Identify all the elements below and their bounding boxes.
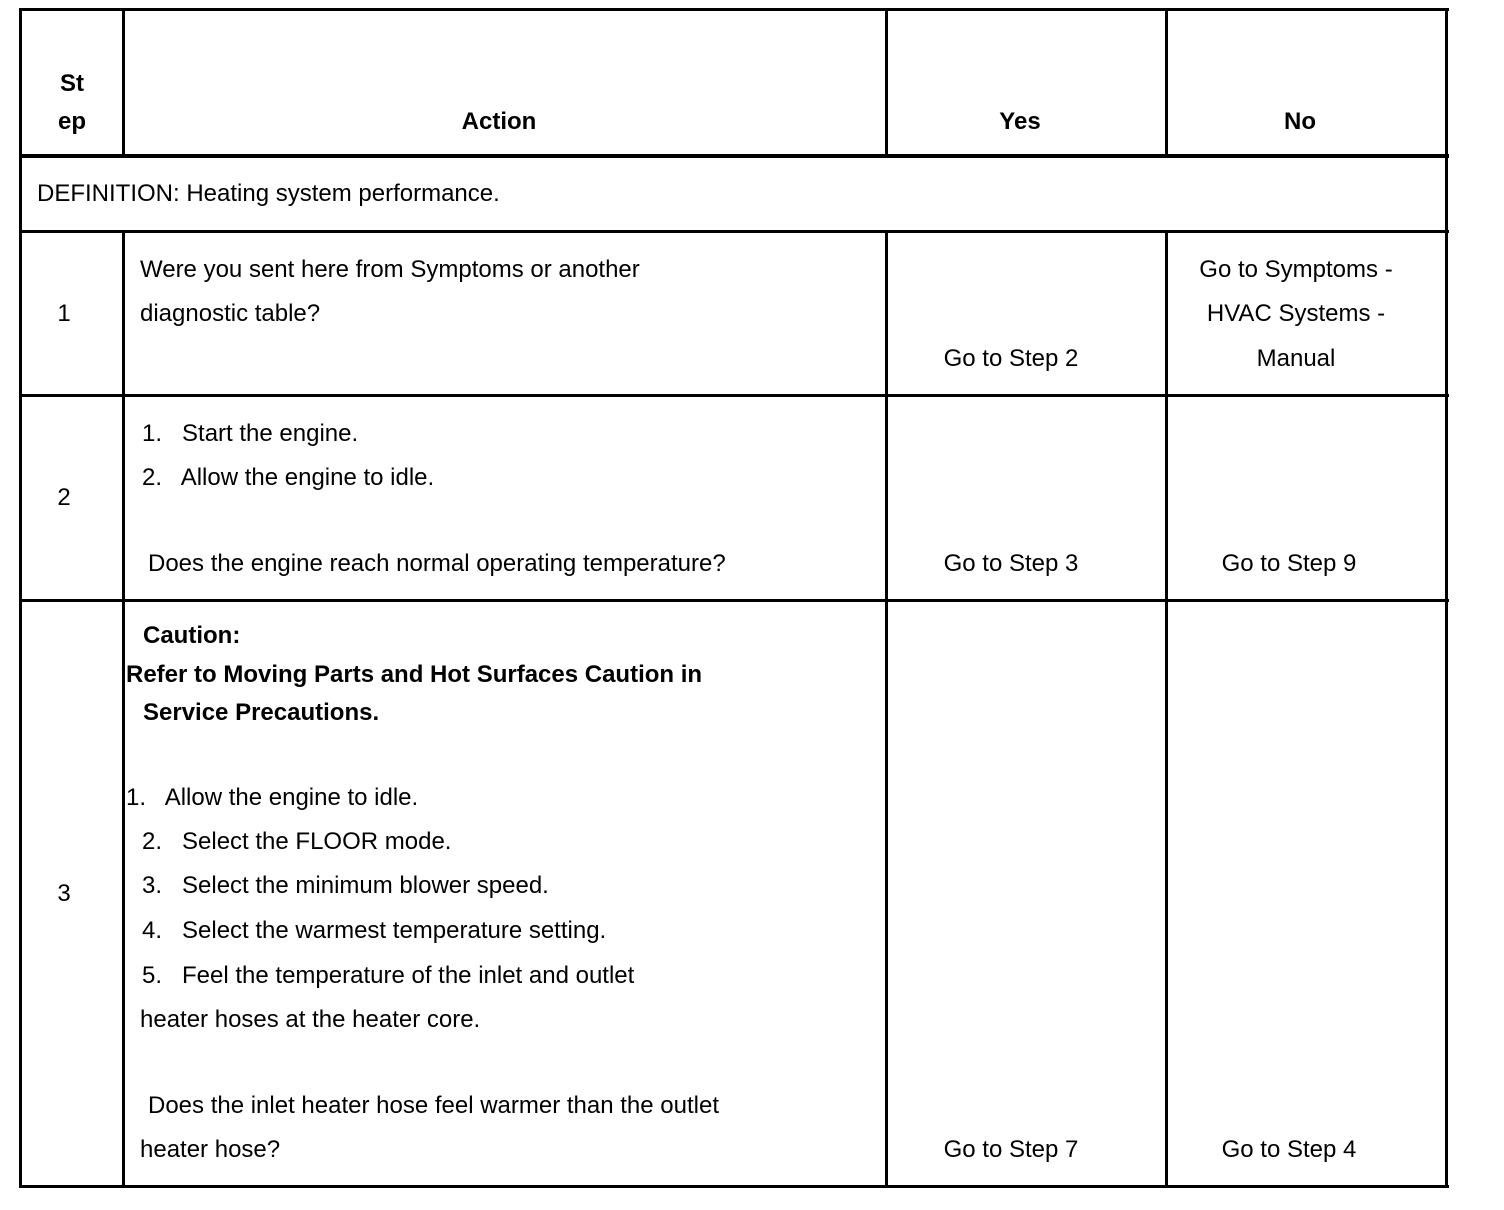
- table-border-left: [19, 8, 22, 1188]
- table-border-bottom: [19, 1185, 1449, 1188]
- row1-step: 1: [57, 300, 71, 327]
- table-border-row2-bottom: [19, 599, 1449, 602]
- row3-no: Go to Step 4: [1221, 1136, 1357, 1163]
- row2-action-question: Does the engine reach normal operating temperature?: [148, 550, 726, 577]
- row2-yes: Go to Step 3: [943, 550, 1079, 577]
- table-border-top: [19, 8, 1449, 11]
- row3-action-question-line2: heater hose?: [140, 1136, 281, 1163]
- table-border-row1-bottom: [19, 394, 1449, 397]
- row3-action-item3: 3. Select the minimum blower speed.: [142, 872, 549, 899]
- row3-action-item5-cont: heater hoses at the heater core.: [140, 1006, 481, 1033]
- row3-caution-line1: Refer to Moving Parts and Hot Surfaces Caution in: [126, 661, 703, 688]
- row1-action-line1: Were you sent here from Symptoms or another: [140, 256, 640, 283]
- row3-action-item2: 2. Select the FLOOR mode.: [142, 828, 452, 855]
- row2-action-item1: 1. Start the engine.: [142, 420, 359, 447]
- row3-caution-title: Caution:: [143, 622, 241, 649]
- row1-yes: Go to Step 2: [943, 345, 1079, 372]
- header-yes: Yes: [999, 108, 1041, 135]
- row3-action-item5: 5. Feel the temperature of the inlet and outlet: [142, 962, 635, 989]
- row3-step: 3: [57, 880, 71, 907]
- table-border-definition-bottom: [19, 230, 1449, 233]
- row3-action-item1: 1. Allow the engine to idle.: [126, 784, 419, 811]
- col-divider-action-body: [885, 230, 888, 1188]
- row3-yes: Go to Step 7: [943, 1136, 1079, 1163]
- header-action: Action: [461, 108, 537, 135]
- header-step-line2: ep: [57, 108, 86, 135]
- definition-text: DEFINITION: Heating system performance.: [37, 180, 500, 207]
- row3-action-question-line1: Does the inlet heater hose feel warmer than the outlet: [148, 1092, 720, 1119]
- row1-no-line3: Manual: [1256, 345, 1336, 372]
- header-step-line1: St: [60, 70, 84, 97]
- table-border-header-bottom: [19, 154, 1449, 158]
- table-border-right: [1445, 8, 1448, 1188]
- row1-no-line1: Go to Symptoms -: [1199, 256, 1393, 283]
- row3-action-item4: 4. Select the warmest temperature setting.: [142, 917, 607, 944]
- header-no: No: [1284, 108, 1316, 135]
- row2-no: Go to Step 9: [1221, 550, 1357, 577]
- row1-action-line2: diagnostic table?: [140, 300, 321, 327]
- row3-caution-line2: Service Precautions.: [143, 699, 380, 726]
- row2-step: 2: [57, 484, 71, 511]
- col-divider-step-body: [122, 230, 125, 1188]
- col-divider-yes-body: [1165, 230, 1168, 1188]
- row2-action-item2: 2. Allow the engine to idle.: [142, 464, 435, 491]
- row1-no-line2: HVAC Systems -: [1206, 300, 1386, 327]
